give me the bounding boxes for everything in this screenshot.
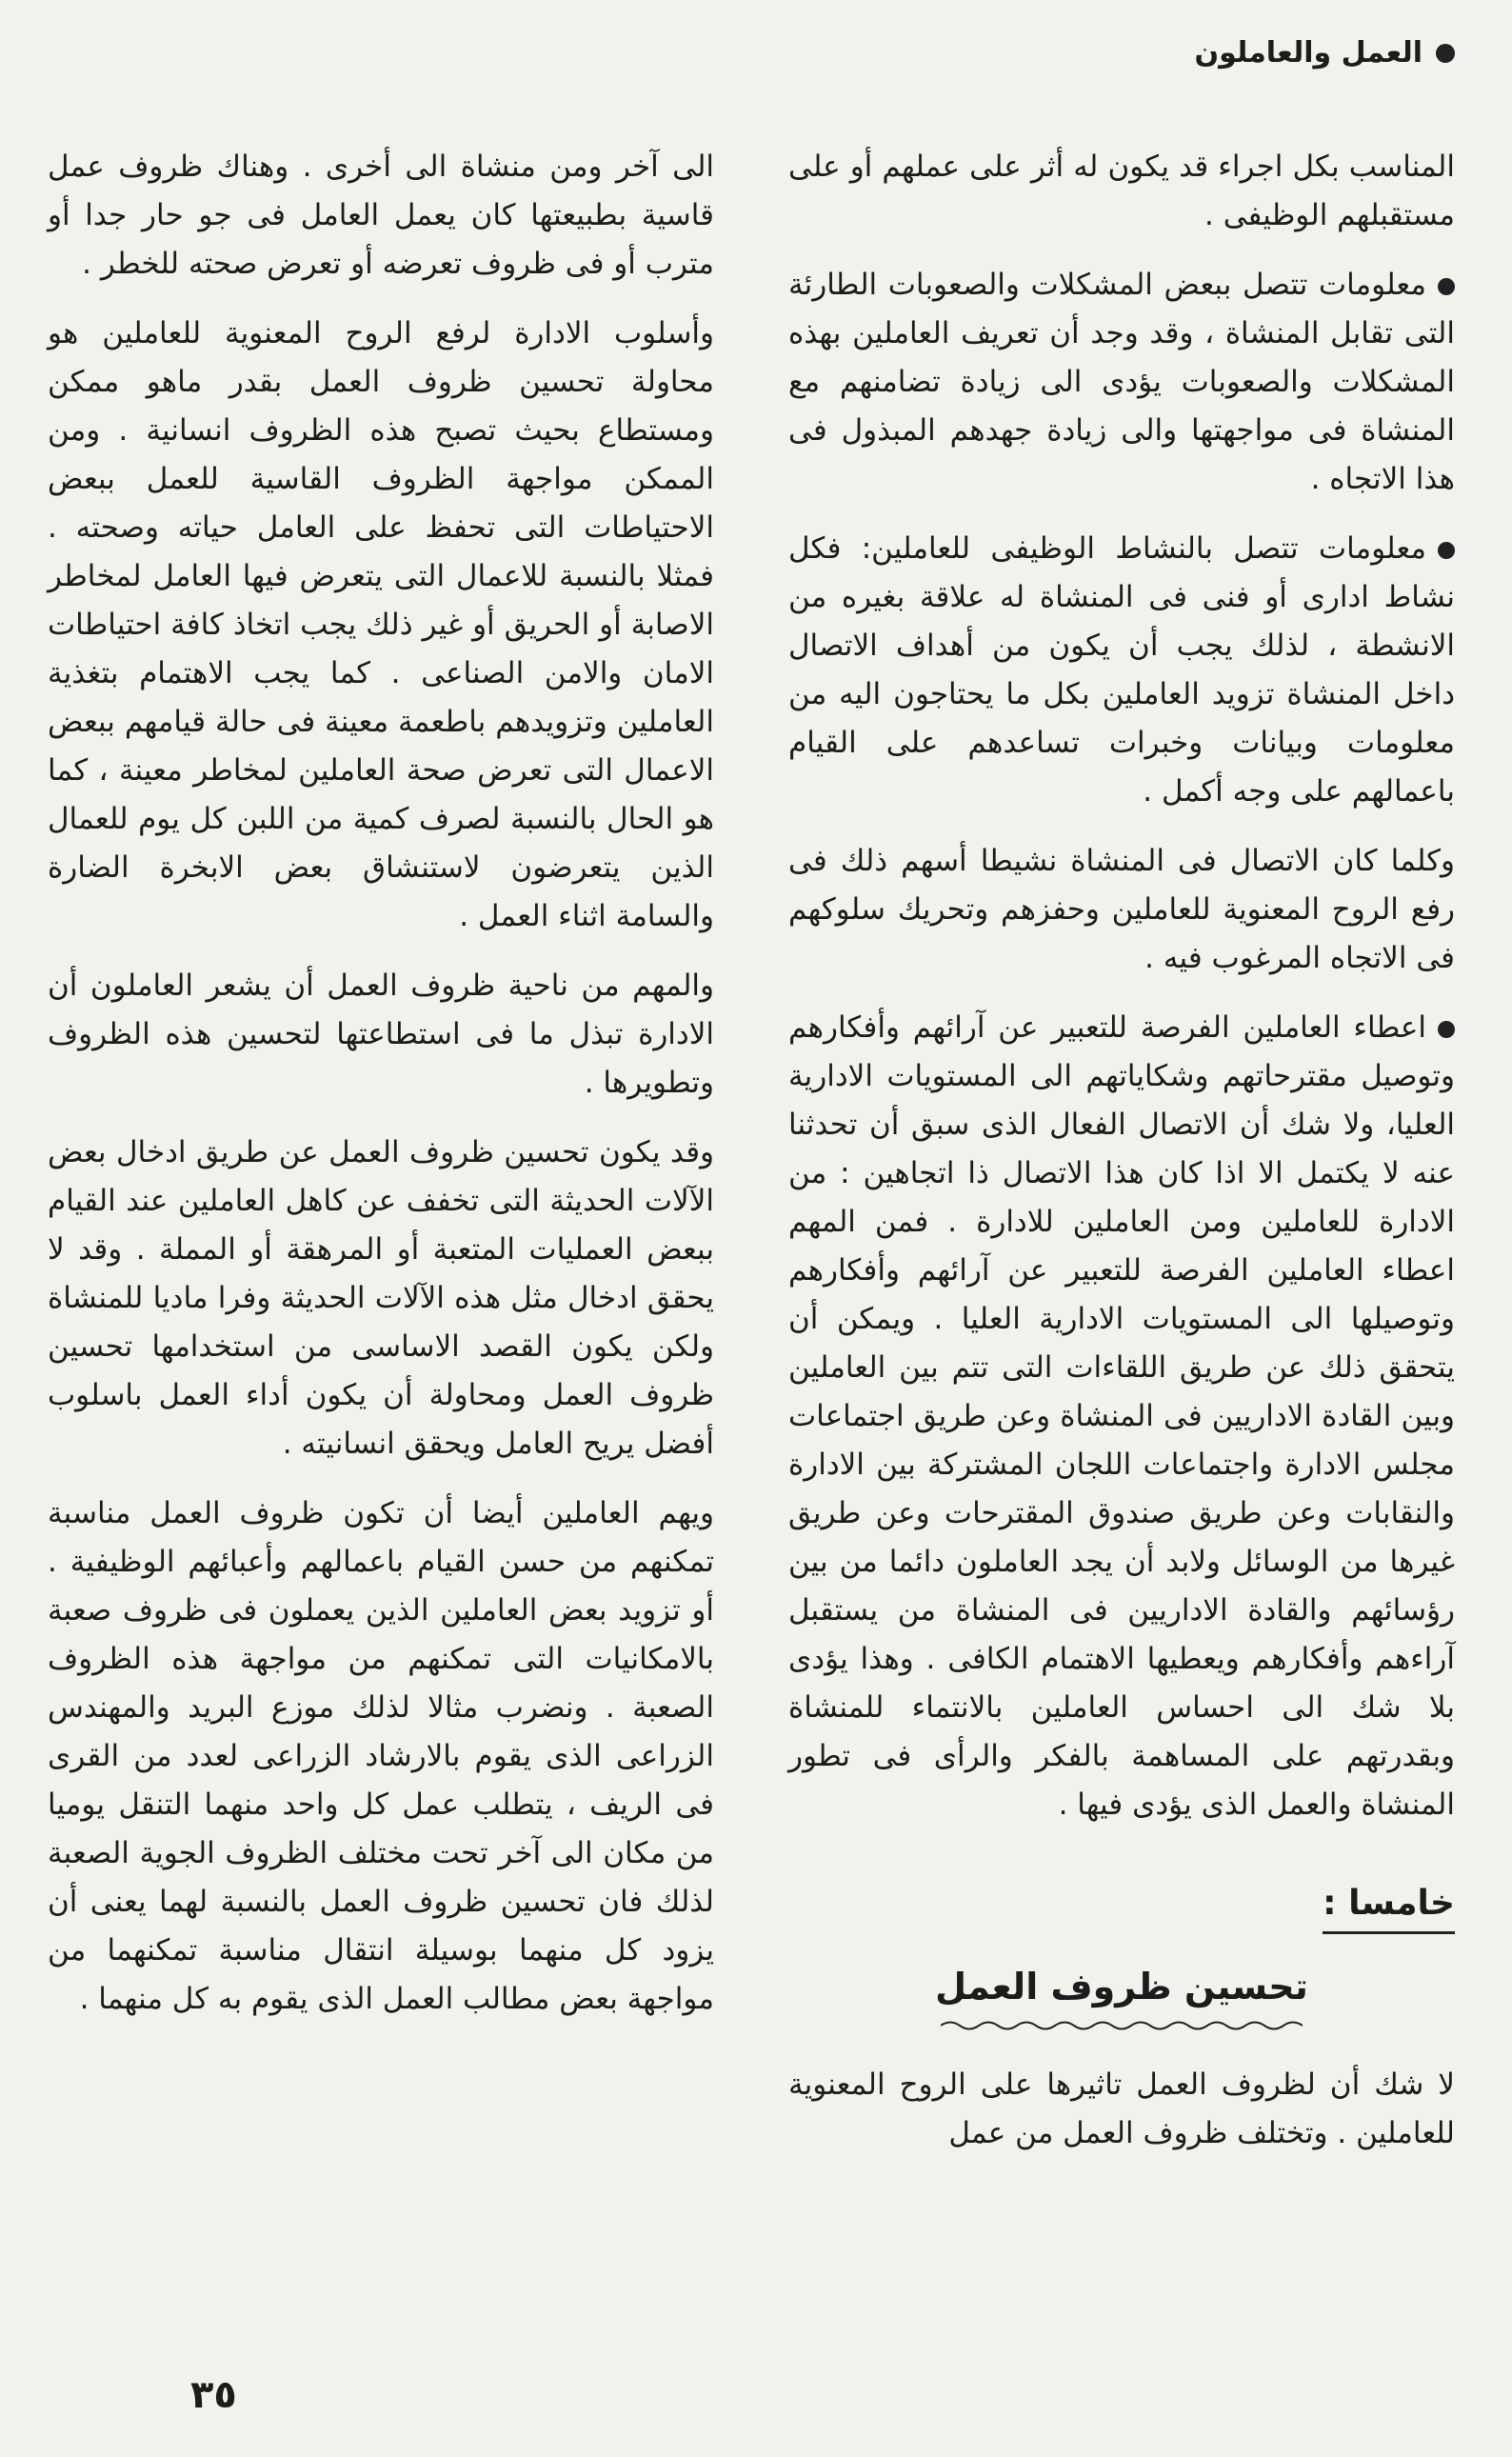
paragraph: لا شك أن لظروف العمل تاثيرها على الروح المعنوية للعاملين . وتختلف ظروف العمل من عمل <box>788 2067 1455 2150</box>
bullet-icon <box>1438 278 1455 295</box>
section-label: خامسا : <box>1323 1879 1455 1934</box>
section-heading: تحسين ظروف العمل <box>935 1966 1308 2008</box>
wavy-underline-icon <box>941 2019 1303 2032</box>
paragraph: وأسلوب الادارة لرفع الروح المعنوية للعاملين هو محاولة تحسين ظروف العمل بقدر ماهو ممكن ومستطاع بحيث تصبح هذه الظروف انسانية . ومن الممكن مواجهة الظروف القاسية للعمل ببعض الاحتياطات التى تحفظ على العامل حياته وصحته . فمثلا بالنسبة للاعمال التى يتعرض فيها العامل لمخاطر الاصابة أو الحريق أو غير ذلك يجب اتخاذ كافة احتياطات الامان والامن الصناعى . كما يجب الاهتمام بتغذية العاملين وتزويدهم باطعمة معينة فى حالة قيامهم ببعض الاعمال التى تعرض صحة العاملين لمخاطر معينة ، كما هو الحال بالنسبة لصرف كمية من اللبن كل يوم للعمال الذين يتعرضون لاستنشاق بعض الابخرة الضارة والسامة اثناء العمل . <box>48 316 714 933</box>
paragraph: الى آخر ومن منشاة الى أخرى . وهناك ظروف عمل قاسية بطبيعتها كان يعمل العامل فى جو حار جدا أو مترب أو فى ظروف تعرضه أو تعرض صحته للخطر . <box>48 150 714 281</box>
right-column <box>788 143 1455 2179</box>
paragraph: وقد يكون تحسين ظروف العمل عن طريق ادخال بعض الآلات الحديثة التى تخفف عن كاهل العاملين عند القيام ببعض العمليات المتعبة أو المرهقة أو المملة . وقد لا يحقق ادخال مثل هذه الآلات الحديثة وفرا ماديا للمنشاة ولكن يكون القصد الاساسى من استخدامها تحسين ظروف العمل ومحاولة أن يكون أداء العمل باسلوب أفضل يريح العامل ويحقق انسانيته . <box>48 1135 714 1461</box>
header-bullet-icon <box>1436 44 1455 63</box>
bullet-icon <box>1438 542 1455 559</box>
page-number: ٣٥ <box>190 2373 237 2417</box>
paragraph: والمهم من ناحية ظروف العمل أن يشعر العاملون أن الادارة تبذل ما فى استطاعتها لتحسين هذه الظروف وتطويرها . <box>48 969 714 1100</box>
paragraph: المناسب بكل اجراء قد يكون له أثر على عملهم أو على مستقبلهم الوظيفى . <box>788 150 1455 232</box>
left-column <box>48 143 714 2045</box>
bullet-paragraph: معلومات تتصل بالنشاط الوظيفى للعاملين: فكل نشاط ادارى أو فنى فى المنشاة له علاقة بغيره من الانشطة ، لذلك يجب أن يكون من أهداف الاتصال داخل المنشاة تزويد العاملين بكل ما يحتاجون اليه من معلومات وبيانات وخبرات تساعدهم على القيام باعمالهم على وجه أكمل . <box>788 531 1455 809</box>
bullet-icon <box>1438 1021 1455 1038</box>
bullet-paragraph: اعطاء العاملين الفرصة للتعبير عن آرائهم وأفكارهم وتوصيل مقترحاتهم وشكاياتهم الى المستويات الادارية العليا، ولا شك أن الاتصال الفعال الذى سبق أن تحدثنا عنه لا يكتمل الا اذا كان هذا الاتصال ذا اتجاهين : من الادارة للعاملين ومن العاملين للادارة . فمن المهم اعطاء العاملين الفرصة للتعبير عن آرائهم وأفكارهم وتوصيلها الى المستويات الادارية العليا . ويمكن أن يتحقق ذلك عن طريق اللقاءات التى تتم بين العاملين وبين القادة الاداريين فى المنشاة وعن طريق اجتماعات مجلس الادارة واجتماعات اللجان المشتركة بين الادارة والنقابات وعن طريق صندوق المقترحات وعن طريق غيرها من الوسائل ولابد أن يجد العاملون دائما من بين رؤسائهم والقادة الاداريين فى المنشاة من يستقبل آراءهم وأفكارهم ويعطيها الاهتمام الكافى . وهذا يؤدى بلا شك الى احساس العاملين بالانتماء للمنشاة وبقدرتهم على المساهمة بالفكر والرأى فى تطور المنشاة والعمل الذى يؤدى فيها . <box>788 1010 1455 1822</box>
header-title: العمل والعاملون <box>1194 36 1422 70</box>
paragraph: ويهم العاملين أيضا أن تكون ظروف العمل مناسبة تمكنهم من حسن القيام باعمالهم وأعبائهم الوظيفية . أو تزويد بعض العاملين الذين يعملون فى ظروف صعبة بالامكانيات التى تمكنهم من مواجهة هذه الظروف الصعبة . ونضرب مثالا لذلك موزع البريد والمهندس الزراعى الذى يقوم بالارشاد الزراعى لعدد من القرى فى الريف ، يتطلب عمل كل واحد منهما التنقل يوميا من مكان الى آخر تحت مختلف الظروف الجوية الصعبة لذلك فان تحسين ظروف العمل بالنسبة لهما يعنى أن يزود كل منهما بوسيلة انتقال مناسبة تمكنهما من مواجهة بعض مطالب العمل الذى يقوم به كل منهما . <box>48 1496 714 2016</box>
bullet-paragraph: معلومات تتصل ببعض المشكلات والصعوبات الطارئة التى تقابل المنشاة ، وقد وجد أن تعريف العاملين بهذه المشكلات والصعوبات يؤدى الى زيادة تضامنهم مع المنشاة فى مواجهتها والى زيادة جهدهم المبذول فى هذا الاتجاه . <box>788 268 1455 496</box>
paragraph: وكلما كان الاتصال فى المنشاة نشيطا أسهم ذلك فى رفع الروح المعنوية للعاملين وحفزهم وتحريك سلوكهم فى الاتجاه المرغوب فيه . <box>788 844 1455 975</box>
running-header <box>1195 36 1455 70</box>
